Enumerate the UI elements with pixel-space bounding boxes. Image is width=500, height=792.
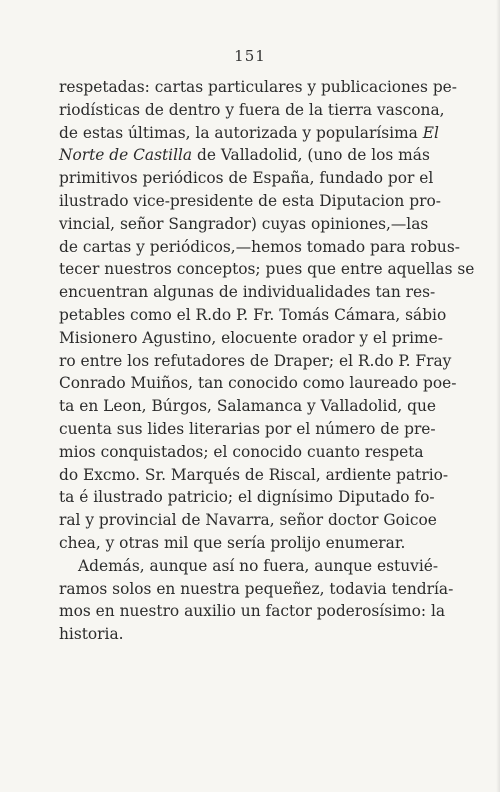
text-line: petables como el R.do P. Fr. Tomás Cámara, sábio xyxy=(59,305,447,324)
text-line: mios conquistados; el conocido cuanto respeta xyxy=(59,442,424,461)
page-edge xyxy=(496,0,500,792)
body-text xyxy=(59,76,475,646)
text-line: do Excmo. Sr. Marqués de Riscal, ardiente patrio- xyxy=(59,465,449,484)
text-line: ilustrado vice-presidente de esta Diputacion pro- xyxy=(59,191,441,210)
text-line: mos en nuestro auxilio un factor poderosísimo: la xyxy=(59,602,446,621)
newspaper-title: Norte de Castilla xyxy=(59,146,193,165)
text-line: Conrado Muiños, tan conocido como laureado poe- xyxy=(59,374,457,393)
text-line: Además, aunque así no fuera, aunque estuvié- xyxy=(78,556,439,575)
text-line: de estas últimas, la autorizada y popularísima El xyxy=(59,123,439,142)
text-line: Misionero Agustino, elocuente orador y el prime- xyxy=(59,328,443,347)
text-line: ral y provincial de Navarra, señor doctor Goicoe xyxy=(59,511,437,530)
text-line: ta é ilustrado patricio; el dignísimo Diputado fo- xyxy=(59,488,435,507)
text-line: respetadas: cartas particulares y publicaciones pe- xyxy=(59,78,457,96)
text-line: vincial, señor Sangrador) cuyas opiniones,—las xyxy=(59,214,429,233)
newspaper-title: El xyxy=(422,123,439,142)
text-line: ramos solos en nuestra pequeñez, todavia tendría- xyxy=(59,579,454,598)
text-line: cuenta sus lides literarias por el número de pre- xyxy=(59,419,436,438)
text-line: historia. xyxy=(59,625,124,644)
text-line: Norte de Castilla de Valladolid, (uno de los más xyxy=(59,146,430,165)
text-line: chea, y otras mil que sería prolijo enumerar. xyxy=(59,533,406,552)
text-line: primitivos periódicos de España, fundado por el xyxy=(59,169,434,188)
text-line: encuentran algunas de individualidades tan res- xyxy=(59,283,436,302)
page-number: 151 xyxy=(234,47,266,65)
text-line: riodísticas de dentro y fuera de la tierra vascona, xyxy=(59,100,445,119)
text-line: ta en Leon, Búrgos, Salamanca y Valladolid, que xyxy=(59,397,436,416)
text-line: tecer nuestros conceptos; pues que entre aquellas se xyxy=(59,260,475,279)
text-line: de cartas y periódicos,—hemos tomado para robus- xyxy=(59,237,460,256)
text-line: ro entre los refutadores de Draper; el R.do P. Fray xyxy=(59,351,452,370)
